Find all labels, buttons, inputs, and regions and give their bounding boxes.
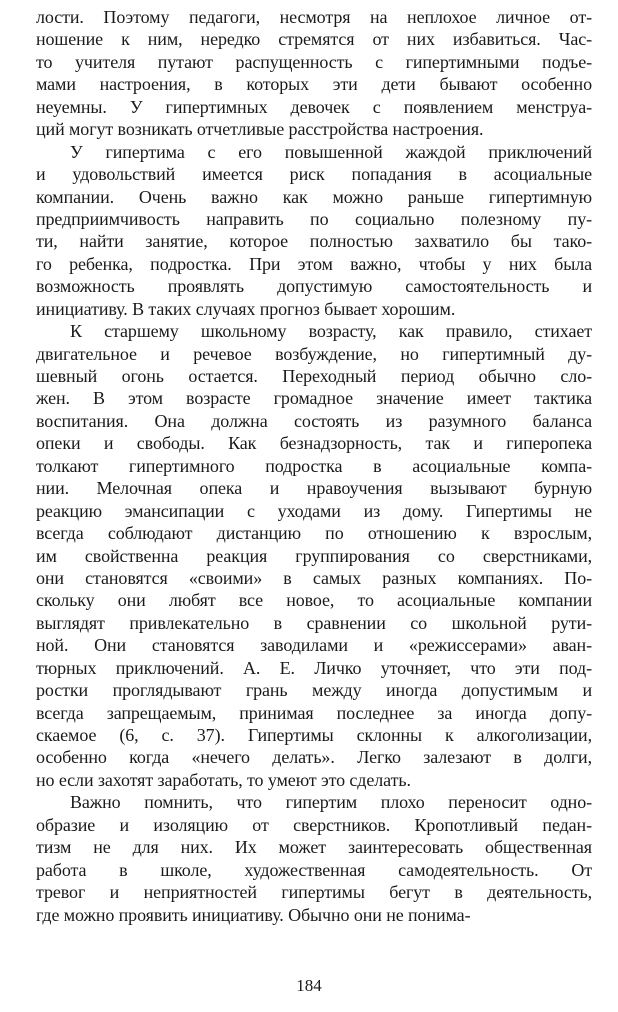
text-line: жен. В этом возрасте громадное значение имеет тактика: [36, 388, 592, 409]
text-line: тизм не для них. Их может заинтересовать общественная: [36, 837, 592, 858]
text-line: предприимчивость направить по социально полезному пу-: [36, 208, 592, 229]
text-line: ной. Они становятся заводилами и «режиссерами» аван-: [36, 635, 592, 656]
text-line: ций могут возникать отчетливые расстройства настроения.: [36, 119, 484, 140]
text-line: выглядят привлекательно в сравнении со школьной рути-: [36, 612, 592, 633]
text-line: реакцию эмансипации с уходами из дому. Гипертимы не: [36, 500, 592, 521]
text-line: возможность проявлять допустимую самостоятельность и: [36, 276, 592, 297]
paragraph-4: [36, 791, 592, 926]
text-line: толкают гипертимного подростка в асоциальные компа-: [36, 455, 592, 476]
text-line: особенно когда «нечего делать». Легко залезают в долги,: [36, 747, 592, 768]
text-line: компании. Очень важно как можно раньше гипертимную: [36, 186, 592, 207]
text-line: нии. Мелочная опека и нравоучения вызывают бурную: [36, 478, 592, 499]
text-line: тревог и неприятностей гипертимы бегут в деятельность,: [36, 882, 592, 903]
paragraph-2: [36, 141, 592, 321]
text-line: го ребенка, подростка. При этом важно, чтобы у них была: [36, 253, 592, 274]
text-line: тюрных приключений. А. Е. Личко уточняет, что эти под-: [36, 657, 592, 678]
text-line: шевный огонь остается. Переходный период обычно сло-: [36, 366, 592, 386]
text-line: лости. Поэтому педагоги, несмотря на неплохое личное от-: [36, 7, 592, 27]
text-line: всегда запрещаемым, принимая последнее за иногда допу-: [36, 702, 592, 723]
text-line: всегда соблюдают дистанцию по отношению к взрослым,: [36, 523, 592, 544]
text-line: воспитания. Она должна состоять из разумного баланса: [36, 410, 592, 431]
text-line: Важно помнить, что гипертим плохо переносит одно-: [70, 792, 592, 813]
text-line: и удовольствий имеется риск попадания в асоциальные: [36, 164, 592, 185]
text-line: но если захотят заработать, то умеют это сделать.: [36, 769, 411, 790]
text-line: неуемны. У гипертимных девочек с появлением менструа-: [36, 96, 592, 117]
text-line: то учителя путают распущенность с гипертимными подъе-: [36, 51, 592, 72]
text-line: скольку они любят все новое, то асоциальные компании: [36, 590, 592, 611]
text-line: работа в школе, художественная самодеятельность. От: [36, 859, 592, 880]
paragraph-3: [36, 320, 592, 791]
text-line: им свойственна реакция группирования со сверстниками,: [36, 545, 592, 566]
text-line: ношение к ним, нередко стремятся от них избавиться. Час-: [36, 29, 592, 50]
text-line: скаемое (6, с. 37). Гипертимы склонны к алкоголизации,: [36, 725, 592, 745]
text-line: ти, найти занятие, которое полностью захватило бы тако-: [36, 231, 592, 252]
text-line: где можно проявить инициативу. Обычно они не понима-: [36, 904, 471, 925]
text-line: двигательное и речевое возбуждение, но гипертимный ду-: [36, 343, 592, 364]
text-line: образие и изоляцию от сверстников. Кропотливый педан-: [36, 814, 592, 835]
paragraph-1: [36, 6, 592, 141]
text-line: У гипертима с его повышенной жаждой приключений: [70, 141, 592, 162]
text-line: мами настроения, в которых эти дети бывают особенно: [36, 74, 592, 95]
text-line: К старшему школьному возрасту, как правило, стихает: [70, 321, 592, 342]
page-body: [36, 6, 592, 926]
text-line: они становятся «своими» в самых разных компаниях. По-: [36, 567, 592, 588]
text-line: ростки проглядывают грань между иногда допустимым и: [36, 680, 592, 701]
text-line: инициативу. В таких случаях прогноз бывает хорошим.: [36, 298, 456, 319]
page-number: 184: [296, 976, 322, 995]
text-line: опеки и свободы. Как безнадзорность, так и гиперопека: [36, 433, 592, 454]
